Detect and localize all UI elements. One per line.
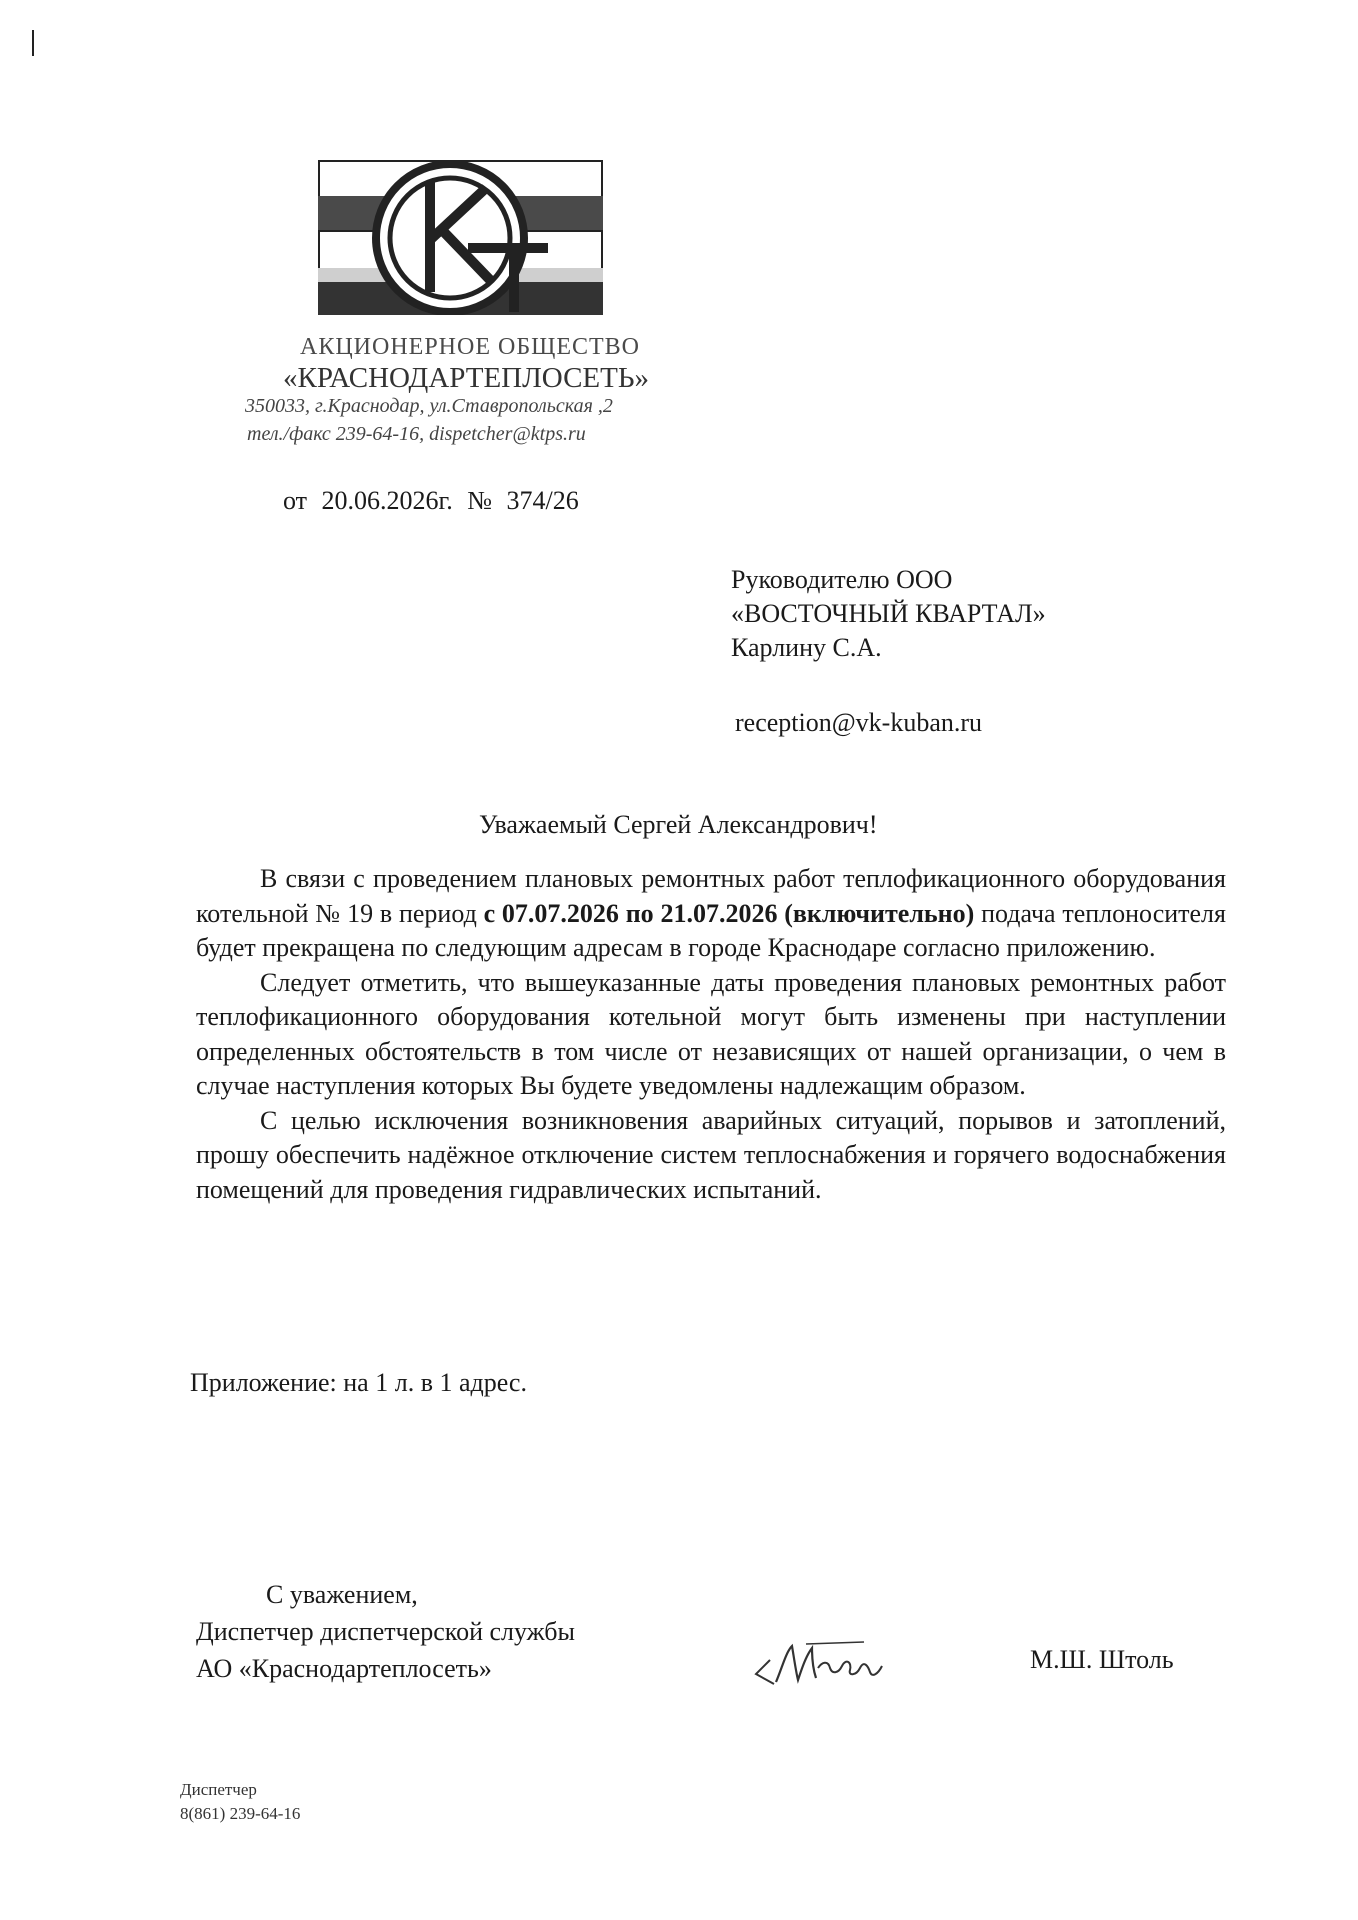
signer-name: М.Ш. Штоль xyxy=(1030,1645,1174,1674)
scan-artifact xyxy=(32,30,34,56)
recipient-name: Карлину С.А. xyxy=(731,633,882,662)
document-reference: от 20.06.2026г. № 374/26 xyxy=(283,486,579,515)
footer-label: Диспетчер xyxy=(180,1780,257,1799)
repair-period: с 07.07.2026 по 21.07.2026 (включительно) xyxy=(483,898,975,928)
handwritten-signature xyxy=(752,1638,887,1690)
org-name: «КРАСНОДАРТЕПЛОСЕТЬ» xyxy=(283,362,650,394)
closing-regards: С уважением, xyxy=(266,1580,418,1609)
company-logo xyxy=(318,160,603,315)
signer-position: Диспетчер диспетчерской службы xyxy=(196,1617,575,1646)
body-paragraph-1-start: В связи с проведением плановых ремонтных работ теплофикационного оборудования котельной № 19 в период xyxy=(196,864,1226,928)
letter-body xyxy=(196,862,1226,1207)
closing-block xyxy=(196,1576,575,1687)
recipient-email: reception@vk-kuban.ru xyxy=(735,708,983,737)
signer-organization: АО «Краснодартеплосеть» xyxy=(196,1654,492,1683)
footer-phone: 8(861) 239-64-16 xyxy=(180,1804,301,1823)
attachment-note: Приложение: на 1 л. в 1 адрес. xyxy=(190,1368,527,1397)
org-contacts: тел./факс 239-64-16, dispetcher@ktps.ru xyxy=(247,423,586,445)
org-type: АКЦИОНЕРНОЕ ОБЩЕСТВО xyxy=(300,334,640,360)
recipient-block xyxy=(731,563,1046,665)
footer-contact xyxy=(180,1778,300,1826)
body-paragraph-1 xyxy=(196,862,1226,966)
body-paragraph-1-end: подача теплоносителя будет прекращена по следующим адресам в городе Краснодаре согласно приложению. xyxy=(196,898,1226,962)
salutation: Уважаемый Сергей Александрович! xyxy=(479,810,878,839)
recipient-company: «ВОСТОЧНЫЙ КВАРТАЛ» xyxy=(731,599,1046,628)
org-address: 350033, г.Краснодар, ул.Ставропольская ,2 xyxy=(245,395,613,417)
body-paragraph-3: С целью исключения возникновения аварийных ситуаций, порывов и затоплений, прошу обеспечить надёжное отключение систем теплоснабжения и горячего водоснабжения помещений для проведения гидравлических испытаний. xyxy=(196,1105,1226,1204)
recipient-position: Руководителю ООО xyxy=(731,565,953,594)
body-paragraph-2: Следует отметить, что вышеуказанные даты проведения плановых ремонтных работ теплофикационного оборудования котельной могут быть изменены при наступлении определенных обстоятельств в том числе от независящих от нашей организации, о чем в случае наступления которых Вы будете уведомлены надлежащим образом. xyxy=(196,967,1226,1100)
